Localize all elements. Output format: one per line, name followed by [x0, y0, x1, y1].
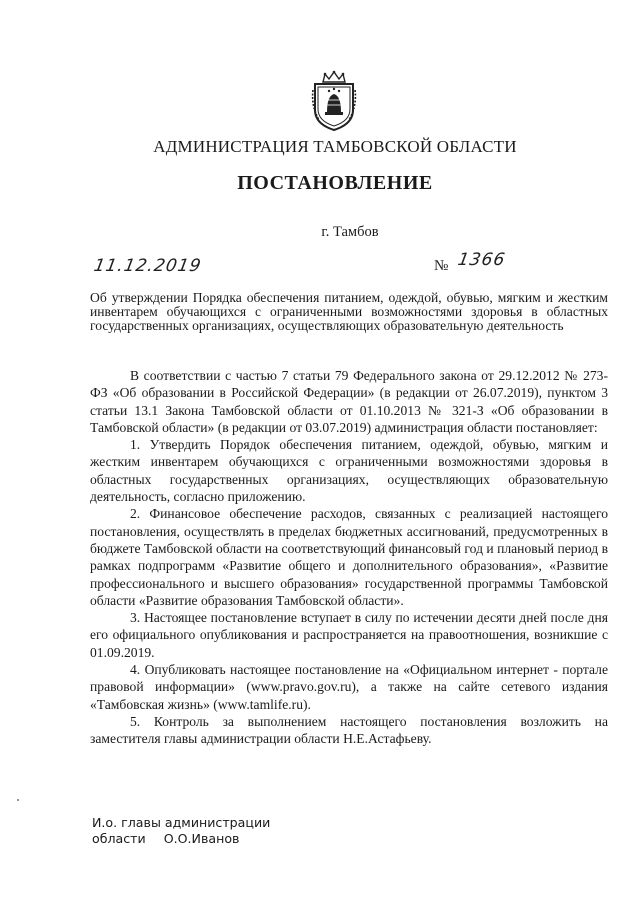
document-type-title: ПОСТАНОВЛЕНИЕ	[237, 172, 433, 194]
signatory-title-line1: И.о. главы администрации	[92, 815, 271, 830]
resolution-item: 2. Финансовое обеспечение расходов, связанных с реализацией настоящего постановления, осуществлять в пределах бюджетных ассигнований, предусмотренных в бюджете Тамбовской области на соответствующий финансовый год и плановый период в рамках подпрограмм «Развитие общего и дополнительного образования», «Развитие профессионального и высшего образования» государственной программы Тамбовской области «Развитие образования Тамбовской области».	[90, 506, 608, 608]
signatory-title-line2: области	[92, 831, 146, 846]
resolution-item: 3. Настоящее постановление вступает в силу по истечении десяти дней после дня его официального опубликования и распространяется на правоотношения, возникшие с 01.09.2019.	[90, 610, 608, 660]
document-number: 1366	[456, 250, 508, 270]
signatory-name: О.О.Иванов	[163, 831, 240, 846]
document-subject: Об утверждении Порядка обеспечения питанием, одеждой, обувью, мягким и жестким инвентарем обучающихся с ограниченными возможностями здоровья в областных государственных организациях, осуществляющих образовательную деятельность	[90, 290, 608, 333]
resolution-item: 1. Утвердить Порядок обеспечения питанием, одеждой, обувью, мягким и жестким инвентарем обучающихся с ограниченными возможностями здоровья в областных государственных организациях, осуществляющих образовательную деятельность, согласно приложению.	[90, 437, 608, 505]
city: г. Тамбов	[321, 224, 379, 240]
resolution-item: 5. Контроль за выполнением настоящего постановления возложить на заместителя главы администрации области Н.Е.Астафьеву.	[90, 713, 608, 747]
resolution-item: 4. Опубликовать настоящее постановление на «Официальном интернет - портале правовой информации» (www.pravo.gov.ru), а также на сайте сетевого издания «Тамбовская жизнь» (www.tamlife.ru).	[90, 662, 608, 712]
organization-name: АДМИНИСТРАЦИЯ ТАМБОВСКОЙ ОБЛАСТИ	[153, 137, 517, 156]
document-number-label: №	[434, 258, 449, 274]
document-date: 11.12.2019	[92, 256, 204, 276]
preamble-paragraph: В соответствии с частью 7 статьи 79 Федерального закона от 29.12.2012 № 273-ФЗ «Об образовании в Российской Федерации» (в редакции от 26.07.2019), пунктом 3 статьи 13.1 Закона Тамбовской области от 01.10.2013 № 321-З «Об образовании в Тамбовской области» (в редакции от 03.07.2019) администрация области постановляет:	[90, 368, 608, 435]
coat-of-arms-icon	[309, 70, 359, 132]
document-body	[90, 367, 608, 748]
scan-speck	[17, 799, 19, 801]
signature-block	[92, 815, 352, 847]
